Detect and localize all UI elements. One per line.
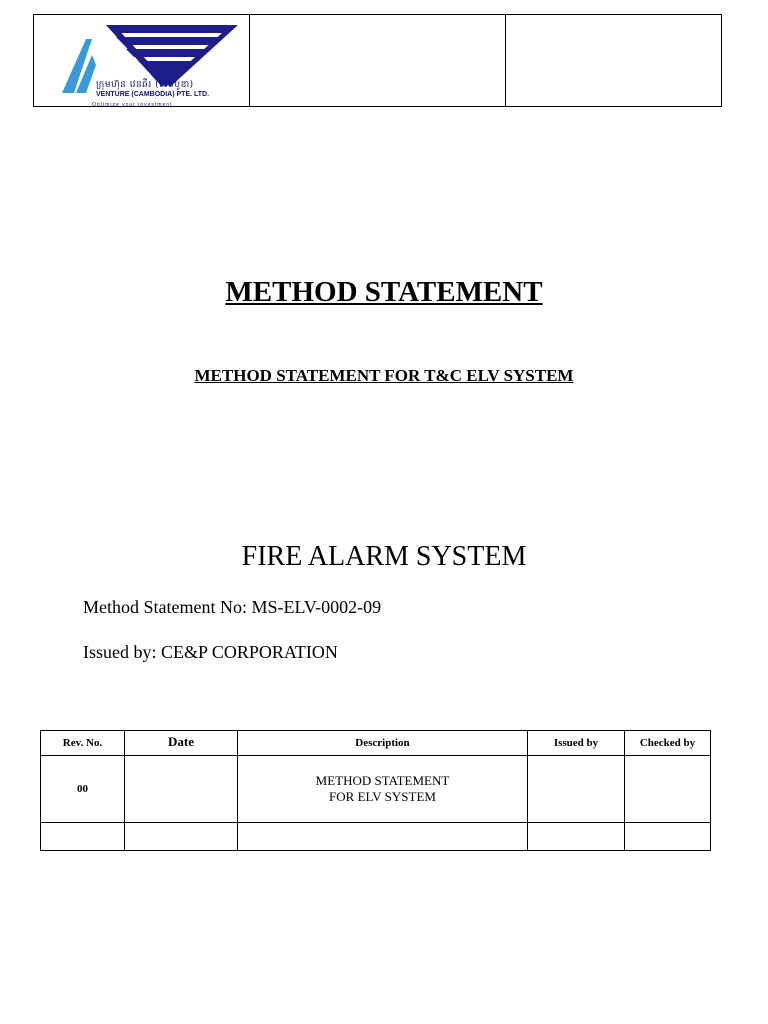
document-title: METHOD STATEMENT — [225, 276, 543, 308]
document-subtitle: METHOD STATEMENT FOR T&C ELV SYSTEM — [194, 366, 574, 385]
system-title: FIRE ALARM SYSTEM — [241, 541, 527, 572]
logo-khmer-text: ក្រុមហ៊ុន វេនឆឺរ (ខេមបូឌា) — [96, 80, 194, 90]
issued-by-header: Issued by — [528, 731, 625, 756]
header-middle-cell — [250, 15, 506, 107]
logo-company-name: VENTURE (CAMBODIA) PTE. LTD. — [96, 91, 210, 98]
issued-by-line: Issued by: CE&P CORPORATION — [83, 642, 338, 662]
description-header: Description — [238, 731, 528, 756]
description-line-1: METHOD STATEMENT — [315, 773, 450, 788]
table-header-row — [41, 731, 711, 756]
logo-cell — [34, 15, 250, 107]
table-row — [41, 756, 711, 823]
date-cell — [125, 823, 238, 851]
description-cell — [238, 756, 528, 823]
checked-by-header: Checked by — [625, 731, 711, 756]
method-statement-number: Method Statement No: MS-ELV-0002-09 — [83, 597, 382, 617]
rev-no-cell: 00 — [41, 756, 125, 823]
description-cell — [238, 823, 528, 851]
logo-tagline: Optimize your investment — [92, 102, 173, 108]
company-logo — [56, 21, 256, 108]
rev-no-cell — [41, 823, 125, 851]
rev-no-header: Rev. No. — [41, 731, 125, 756]
header-table — [33, 14, 722, 107]
date-header: Date — [125, 731, 238, 756]
header-right-cell — [506, 15, 722, 107]
date-cell — [125, 756, 238, 823]
description-line-2: FOR ELV SYSTEM — [329, 789, 436, 804]
issued-by-cell — [528, 823, 625, 851]
checked-by-cell — [625, 756, 711, 823]
table-row — [41, 823, 711, 851]
revision-table — [40, 730, 711, 851]
checked-by-cell — [625, 823, 711, 851]
issued-by-cell — [528, 756, 625, 823]
